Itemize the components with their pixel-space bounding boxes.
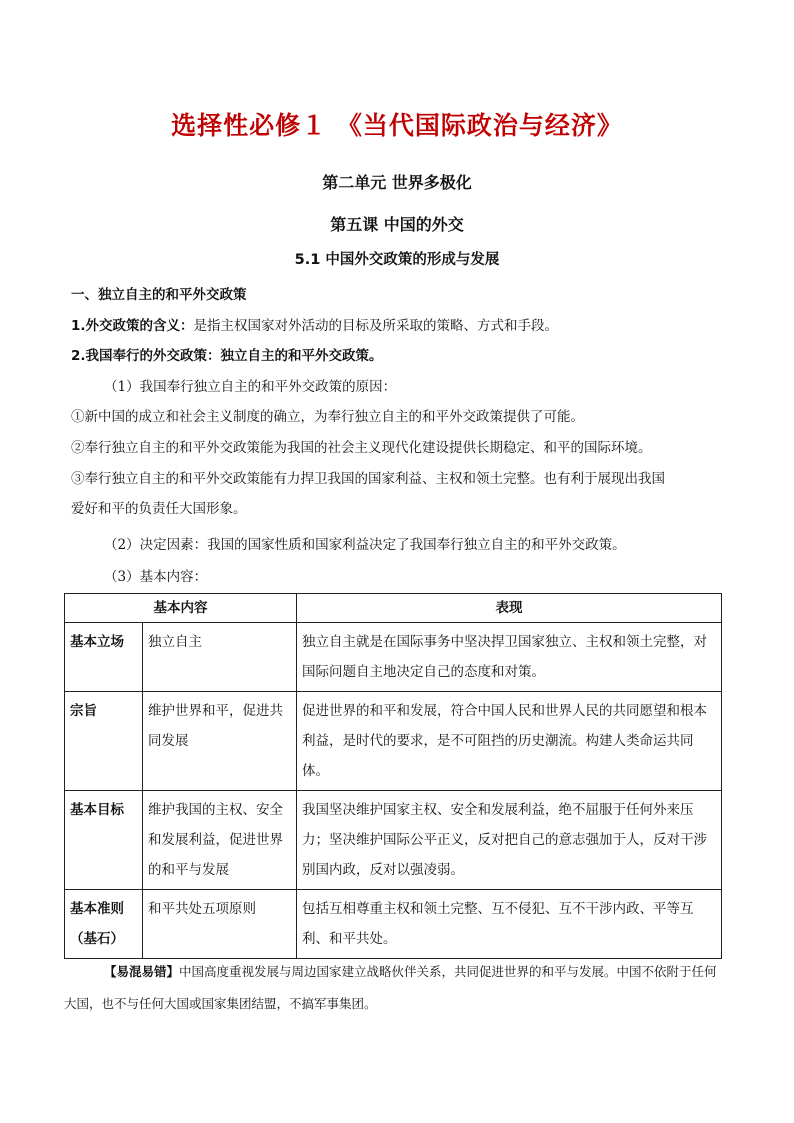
reason-1: ①新中国的成立和社会主义制度的确立，为奉行独立自主的和平外交政策提供了可能。	[71, 409, 584, 425]
table-header-cell: 基本内容	[65, 594, 297, 623]
row-key: 宗旨	[65, 692, 143, 791]
table-header-cell: 表现	[297, 594, 722, 623]
section-title: 5.1 中国外交政策的形成与发展	[294, 252, 500, 268]
row-detail: 促进世界的和平和发展，符合中国人民和世界人民的共同愿望和根本利益，是时代的要求，是不可阻挡的历史潮流。构建人类命运共同体。	[297, 692, 722, 791]
row-key: 基本立场	[65, 623, 143, 692]
table-header-row	[65, 594, 722, 623]
table-row	[65, 791, 722, 890]
row-content: 维护我国的主权、安全和发展利益，促进世界的和平与发展	[143, 791, 297, 890]
main-title: 选择性必修１ 《当代国际政治与经济》	[171, 111, 623, 140]
reason-title: （1）我国奉行独立自主的和平外交政策的原因：	[104, 379, 397, 395]
basic-content-title: （3）基本内容：	[104, 569, 208, 585]
row-detail: 独立自主就是在国际事务中坚决捍卫国家独立、主权和领土完整，对国际问题自主地决定自己的态度和对策。	[297, 623, 722, 692]
policy-line: 2.我国奉行的外交政策：独立自主的和平外交政策。	[71, 348, 383, 364]
reason-3-line1: ③奉行独立自主的和平外交政策能有力捍卫我国的国家利益、主权和领土完整。也有利于展现出我国	[71, 471, 665, 487]
table-row	[65, 623, 722, 692]
note-text: 中国高度重视发展与周边国家建立战略伙伴关系，共同促进世界的和平与发展。中国不依附于任何大国，也不与任何大国或国家集团结盟，不搞军事集团。	[64, 964, 717, 1011]
basic-content-table	[64, 593, 722, 959]
table-row	[65, 890, 722, 959]
reason-3-line2: 爱好和平的负责任大国形象。	[71, 501, 247, 517]
definition-paragraph	[71, 313, 723, 339]
row-key: 基本准则（基石）	[65, 890, 143, 959]
row-key: 基本目标	[65, 791, 143, 890]
row-content: 独立自主	[143, 623, 297, 692]
unit-title: 第二单元 世界多极化	[322, 173, 472, 192]
heading-independent-policy: 一、独立自主的和平外交政策	[71, 287, 247, 303]
note-tag: 【易混易错】	[104, 964, 180, 979]
definition-label: 1.外交政策的含义：	[71, 318, 194, 334]
table-row	[65, 692, 722, 791]
definition-text: 是指主权国家对外活动的目标及所采取的策略、方式和手段。	[193, 318, 559, 334]
row-content: 维护世界和平，促进共同发展	[143, 692, 297, 791]
easy-mistake-note	[64, 956, 724, 1020]
row-content: 和平共处五项原则	[143, 890, 297, 959]
reason-2: ②奉行独立自主的和平外交政策能为我国的社会主义现代化建设提供长期稳定、和平的国际环境。	[71, 440, 652, 456]
row-detail: 我国坚决维护国家主权、安全和发展利益，绝不屈服于任何外来压力；坚决维护国际公平正义，反对把自己的意志强加于人，反对干涉别国内政，反对以强凌弱。	[297, 791, 722, 890]
lesson-title: 第五课 中国的外交	[330, 215, 464, 234]
row-detail: 包括互相尊重主权和领土完整、互不侵犯、互不干涉内政、平等互利、和平共处。	[297, 890, 722, 959]
deciding-factor: （2）决定因素：我国的国家性质和国家利益决定了我国奉行独立自主的和平外交政策。	[104, 537, 626, 553]
